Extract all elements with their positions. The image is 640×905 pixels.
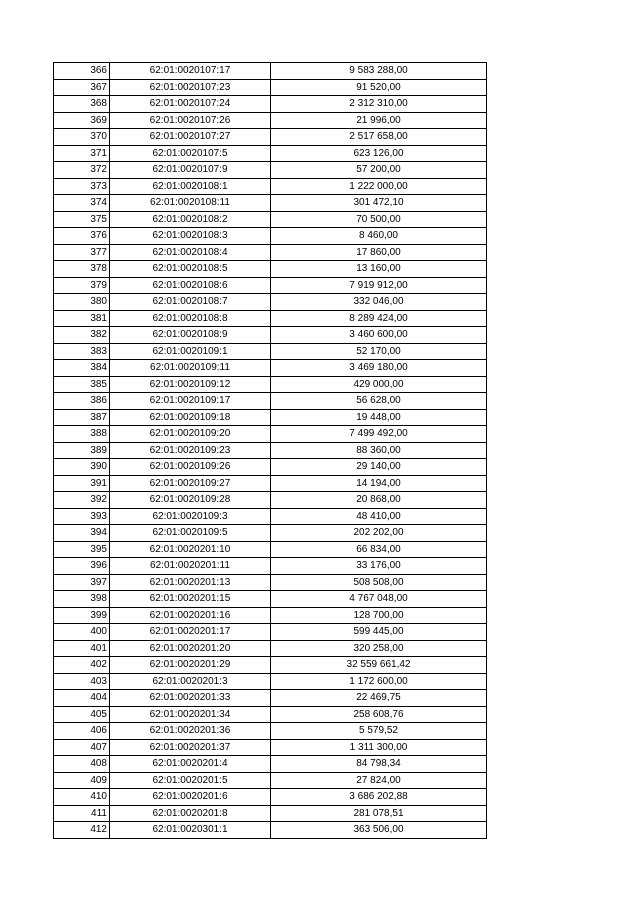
cadastral-value-cell: 52 170,00 (271, 343, 487, 360)
row-number-cell: 391 (54, 475, 110, 492)
table-row (54, 376, 487, 393)
cadastral-number-cell: 62:01:0020109:17 (110, 393, 271, 410)
cadastral-value-cell: 14 194,00 (271, 475, 487, 492)
cadastral-value-cell: 57 200,00 (271, 162, 487, 179)
cadastral-number-cell: 62:01:0020301:1 (110, 822, 271, 839)
row-number-cell: 393 (54, 508, 110, 525)
cadastral-number-cell: 62:01:0020201:6 (110, 789, 271, 806)
cadastral-number-cell: 62:01:0020201:8 (110, 805, 271, 822)
cadastral-number-cell: 62:01:0020201:4 (110, 756, 271, 773)
cadastral-value-cell: 128 700,00 (271, 607, 487, 624)
cadastral-value-cell: 623 126,00 (271, 145, 487, 162)
row-number-cell: 407 (54, 739, 110, 756)
cadastral-value-cell: 281 078,51 (271, 805, 487, 822)
cadastral-number-cell: 62:01:0020201:17 (110, 624, 271, 641)
row-number-cell: 384 (54, 360, 110, 377)
cadastral-value-cell: 91 520,00 (271, 79, 487, 96)
cadastral-value-cell: 5 579,52 (271, 723, 487, 740)
row-number-cell: 404 (54, 690, 110, 707)
cadastral-value-cell: 429 000,00 (271, 376, 487, 393)
cadastral-number-cell: 62:01:0020108:1 (110, 178, 271, 195)
cadastral-value-cell: 8 289 424,00 (271, 310, 487, 327)
table-row (54, 343, 487, 360)
cadastral-value-cell: 22 469,75 (271, 690, 487, 707)
table-row (54, 574, 487, 591)
cadastral-number-cell: 62:01:0020201:16 (110, 607, 271, 624)
cadastral-value-cell: 1 222 000,00 (271, 178, 487, 195)
cadastral-number-cell: 62:01:0020108:7 (110, 294, 271, 311)
cadastral-number-cell: 62:01:0020109:20 (110, 426, 271, 443)
table-row (54, 426, 487, 443)
cadastral-value-cell: 3 469 180,00 (271, 360, 487, 377)
cadastral-number-cell: 62:01:0020107:24 (110, 96, 271, 113)
table-row (54, 492, 487, 509)
cadastral-value-cell: 1 172 600,00 (271, 673, 487, 690)
cadastral-number-cell: 62:01:0020108:9 (110, 327, 271, 344)
cadastral-value-cell: 202 202,00 (271, 525, 487, 542)
cadastral-number-cell: 62:01:0020201:13 (110, 574, 271, 591)
cadastral-number-cell: 62:01:0020201:36 (110, 723, 271, 740)
row-number-cell: 382 (54, 327, 110, 344)
cadastral-number-cell: 62:01:0020201:15 (110, 591, 271, 608)
table-row (54, 393, 487, 410)
table-row (54, 690, 487, 707)
row-number-cell: 403 (54, 673, 110, 690)
cadastral-value-cell: 66 834,00 (271, 541, 487, 558)
row-number-cell: 386 (54, 393, 110, 410)
table-row (54, 63, 487, 80)
cadastral-number-cell: 62:01:0020201:3 (110, 673, 271, 690)
cadastral-number-cell: 62:01:0020107:27 (110, 129, 271, 146)
row-number-cell: 394 (54, 525, 110, 542)
row-number-cell: 371 (54, 145, 110, 162)
cadastral-number-cell: 62:01:0020201:20 (110, 640, 271, 657)
row-number-cell: 392 (54, 492, 110, 509)
cadastral-value-cell: 32 559 661,42 (271, 657, 487, 674)
row-number-cell: 398 (54, 591, 110, 608)
cadastral-value-cell: 7 919 912,00 (271, 277, 487, 294)
row-number-cell: 411 (54, 805, 110, 822)
row-number-cell: 375 (54, 211, 110, 228)
row-number-cell: 367 (54, 79, 110, 96)
cadastral-number-cell: 62:01:0020109:26 (110, 459, 271, 476)
row-number-cell: 387 (54, 409, 110, 426)
cadastral-number-cell: 62:01:0020201:37 (110, 739, 271, 756)
table-row (54, 508, 487, 525)
row-number-cell: 406 (54, 723, 110, 740)
cadastral-number-cell: 62:01:0020109:11 (110, 360, 271, 377)
table-row (54, 822, 487, 839)
row-number-cell: 396 (54, 558, 110, 575)
table-row (54, 541, 487, 558)
row-number-cell: 385 (54, 376, 110, 393)
cadastral-value-cell: 70 500,00 (271, 211, 487, 228)
row-number-cell: 402 (54, 657, 110, 674)
cadastral-value-cell: 13 160,00 (271, 261, 487, 278)
cadastral-number-cell: 62:01:0020201:29 (110, 657, 271, 674)
table-row (54, 558, 487, 575)
cadastral-value-cell: 320 258,00 (271, 640, 487, 657)
row-number-cell: 366 (54, 63, 110, 80)
cadastral-number-cell: 62:01:0020107:26 (110, 112, 271, 129)
table-row (54, 244, 487, 261)
cadastral-number-cell: 62:01:0020201:5 (110, 772, 271, 789)
row-number-cell: 376 (54, 228, 110, 245)
cadastral-value-cell: 19 448,00 (271, 409, 487, 426)
cadastral-value-cell: 8 460,00 (271, 228, 487, 245)
cadastral-number-cell: 62:01:0020108:6 (110, 277, 271, 294)
table-row (54, 739, 487, 756)
cadastral-value-cell: 88 360,00 (271, 442, 487, 459)
cadastral-number-cell: 62:01:0020107:5 (110, 145, 271, 162)
cadastral-value-cell: 20 868,00 (271, 492, 487, 509)
cadastral-value-cell: 363 506,00 (271, 822, 487, 839)
row-number-cell: 397 (54, 574, 110, 591)
cadastral-number-cell: 62:01:0020107:9 (110, 162, 271, 179)
cadastral-value-table (53, 62, 487, 839)
table-row (54, 607, 487, 624)
table-row (54, 178, 487, 195)
table-body (54, 63, 487, 839)
cadastral-number-cell: 62:01:0020107:23 (110, 79, 271, 96)
cadastral-number-cell: 62:01:0020201:34 (110, 706, 271, 723)
table-row (54, 211, 487, 228)
cadastral-value-cell: 332 046,00 (271, 294, 487, 311)
cadastral-value-cell: 2 517 658,00 (271, 129, 487, 146)
row-number-cell: 409 (54, 772, 110, 789)
cadastral-value-cell: 27 824,00 (271, 772, 487, 789)
row-number-cell: 399 (54, 607, 110, 624)
cadastral-number-cell: 62:01:0020109:23 (110, 442, 271, 459)
row-number-cell: 388 (54, 426, 110, 443)
row-number-cell: 372 (54, 162, 110, 179)
cadastral-number-cell: 62:01:0020107:17 (110, 63, 271, 80)
table-row (54, 129, 487, 146)
table-row (54, 327, 487, 344)
row-number-cell: 378 (54, 261, 110, 278)
row-number-cell: 380 (54, 294, 110, 311)
table-row (54, 145, 487, 162)
cadastral-number-cell: 62:01:0020109:3 (110, 508, 271, 525)
table-row (54, 772, 487, 789)
cadastral-number-cell: 62:01:0020201:33 (110, 690, 271, 707)
table-row (54, 79, 487, 96)
table-row (54, 723, 487, 740)
row-number-cell: 374 (54, 195, 110, 212)
cadastral-number-cell: 62:01:0020108:5 (110, 261, 271, 278)
cadastral-value-cell: 17 860,00 (271, 244, 487, 261)
row-number-cell: 383 (54, 343, 110, 360)
table-row (54, 805, 487, 822)
table-row (54, 409, 487, 426)
row-number-cell: 410 (54, 789, 110, 806)
table-row (54, 459, 487, 476)
cadastral-value-cell: 48 410,00 (271, 508, 487, 525)
cadastral-number-cell: 62:01:0020109:18 (110, 409, 271, 426)
table-row (54, 475, 487, 492)
cadastral-number-cell: 62:01:0020108:2 (110, 211, 271, 228)
table-row (54, 673, 487, 690)
cadastral-number-cell: 62:01:0020109:27 (110, 475, 271, 492)
cadastral-number-cell: 62:01:0020108:4 (110, 244, 271, 261)
row-number-cell: 412 (54, 822, 110, 839)
table-row (54, 228, 487, 245)
row-number-cell: 368 (54, 96, 110, 113)
row-number-cell: 408 (54, 756, 110, 773)
table-row (54, 591, 487, 608)
cadastral-value-cell: 4 767 048,00 (271, 591, 487, 608)
table-row (54, 640, 487, 657)
row-number-cell: 369 (54, 112, 110, 129)
cadastral-number-cell: 62:01:0020109:12 (110, 376, 271, 393)
row-number-cell: 405 (54, 706, 110, 723)
cadastral-value-cell: 33 176,00 (271, 558, 487, 575)
cadastral-value-cell: 2 312 310,00 (271, 96, 487, 113)
cadastral-value-cell: 301 472,10 (271, 195, 487, 212)
row-number-cell: 390 (54, 459, 110, 476)
row-number-cell: 401 (54, 640, 110, 657)
table-row (54, 657, 487, 674)
cadastral-value-cell: 508 508,00 (271, 574, 487, 591)
table-row (54, 294, 487, 311)
table-row (54, 261, 487, 278)
cadastral-value-cell: 56 628,00 (271, 393, 487, 410)
table-row (54, 310, 487, 327)
cadastral-number-cell: 62:01:0020109:28 (110, 492, 271, 509)
table-row (54, 195, 487, 212)
table-row (54, 277, 487, 294)
cadastral-number-cell: 62:01:0020108:8 (110, 310, 271, 327)
cadastral-number-cell: 62:01:0020108:11 (110, 195, 271, 212)
cadastral-number-cell: 62:01:0020109:5 (110, 525, 271, 542)
cadastral-number-cell: 62:01:0020201:11 (110, 558, 271, 575)
table-row (54, 525, 487, 542)
cadastral-value-cell: 599 445,00 (271, 624, 487, 641)
cadastral-value-cell: 3 686 202,88 (271, 789, 487, 806)
cadastral-value-cell: 21 996,00 (271, 112, 487, 129)
table-row (54, 789, 487, 806)
row-number-cell: 373 (54, 178, 110, 195)
row-number-cell: 395 (54, 541, 110, 558)
cadastral-value-cell: 3 460 600,00 (271, 327, 487, 344)
row-number-cell: 381 (54, 310, 110, 327)
row-number-cell: 400 (54, 624, 110, 641)
row-number-cell: 389 (54, 442, 110, 459)
table-row (54, 96, 487, 113)
cadastral-value-cell: 7 499 492,00 (271, 426, 487, 443)
table-row (54, 706, 487, 723)
cadastral-value-cell: 258 608,76 (271, 706, 487, 723)
table-row (54, 756, 487, 773)
cadastral-value-cell: 9 583 288,00 (271, 63, 487, 80)
row-number-cell: 370 (54, 129, 110, 146)
cadastral-value-cell: 29 140,00 (271, 459, 487, 476)
table-row (54, 162, 487, 179)
row-number-cell: 377 (54, 244, 110, 261)
cadastral-value-cell: 84 798,34 (271, 756, 487, 773)
cadastral-number-cell: 62:01:0020201:10 (110, 541, 271, 558)
table-row (54, 112, 487, 129)
row-number-cell: 379 (54, 277, 110, 294)
table-row (54, 360, 487, 377)
cadastral-value-cell: 1 311 300,00 (271, 739, 487, 756)
cadastral-number-cell: 62:01:0020109:1 (110, 343, 271, 360)
table-row (54, 442, 487, 459)
cadastral-number-cell: 62:01:0020108:3 (110, 228, 271, 245)
table-row (54, 624, 487, 641)
